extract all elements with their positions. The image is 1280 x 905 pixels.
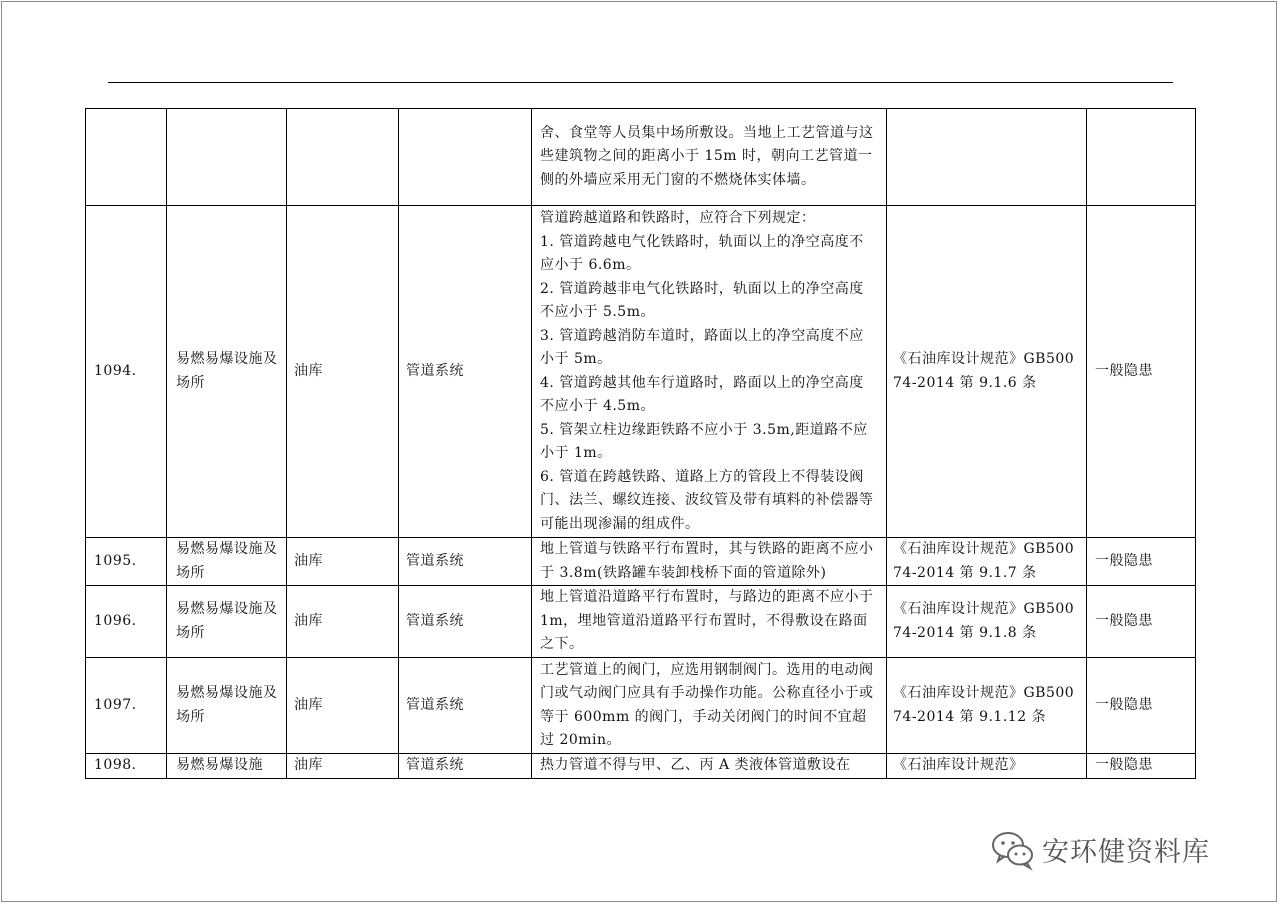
header-rule	[108, 82, 1173, 83]
row-level: 一般隐患	[1087, 754, 1196, 779]
row-category: 易燃易爆设施及场所	[167, 658, 287, 754]
table-row	[86, 109, 1196, 206]
row-category: 易燃易爆设施及场所	[167, 206, 287, 538]
row-level: 一般隐患	[1087, 586, 1196, 658]
table-row	[86, 586, 1196, 658]
row-level: 一般隐患	[1087, 206, 1196, 538]
row-description: 工艺管道上的阀门，应选用钢制阀门。选用的电动阀门或气动阀门应具有手动操作功能。公称直径小于或等于 600mm 的阀门，手动关闭阀门的时间不宜超过 20min。	[532, 658, 887, 754]
description-line: 1. 管道跨越电气化铁路时，轨面以上的净空高度不应小于 6.6m。	[540, 233, 864, 273]
table-row	[86, 658, 1196, 754]
row-subcategory: 油库	[287, 658, 399, 754]
description-line: 2. 管道跨越非电气化铁路时，轨面以上的净空高度不应小于 5.5m。	[540, 280, 864, 320]
watermark	[990, 826, 1210, 872]
row-level: 一般隐患	[1087, 658, 1196, 754]
row-description: 热力管道不得与甲、乙、丙 A 类液体管道敷设在	[532, 754, 887, 779]
row-description: 舍、食堂等人员集中场所敷设。当地上工艺管道与这些建筑物之间的距离小于 15m 时，朝向工艺管道一侧的外墙应采用无门窗的不燃烧体实体墙。	[532, 109, 887, 206]
row-system: 管道系统	[399, 586, 532, 658]
row-description: 地上管道与铁路平行布置时，其与铁路的距离不应小于 3.8m(铁路罐车装卸栈桥下面的管道除外)	[532, 538, 887, 586]
row-basis: 《石油库设计规范》GB50074-2014 第 9.1.8 条	[887, 586, 1087, 658]
row-category	[167, 109, 287, 206]
row-system: 管道系统	[399, 206, 532, 538]
row-system: 管道系统	[399, 658, 532, 754]
table-row	[86, 754, 1196, 779]
row-subcategory: 油库	[287, 754, 399, 779]
row-number: 1096.	[86, 586, 167, 658]
row-basis: 《石油库设计规范》GB50074-2014 第 9.1.6 条	[887, 206, 1087, 538]
row-number: 1098.	[86, 754, 167, 779]
row-category: 易燃易爆设施及场所	[167, 586, 287, 658]
row-system	[399, 109, 532, 206]
row-description	[532, 206, 887, 538]
description-line: 6. 管道在跨越铁路、道路上方的管段上不得装设阀门、法兰、螺纹连接、波纹管及带有填料的补偿器等可能出现渗漏的组成件。	[540, 468, 874, 532]
row-category: 易燃易爆设施及场所	[167, 538, 287, 586]
row-number	[86, 109, 167, 206]
row-level	[1087, 109, 1196, 206]
description-line: 4. 管道跨越其他车行道路时，路面以上的净空高度不应小于 4.5m。	[540, 374, 864, 414]
row-number: 1095.	[86, 538, 167, 586]
row-system: 管道系统	[399, 538, 532, 586]
row-basis: 《石油库设计规范》GB50074-2014 第 9.1.7 条	[887, 538, 1087, 586]
row-description: 地上管道沿道路平行布置时，与路边的距离不应小于 1m，埋地管道沿道路平行布置时，不得敷设在路面之下。	[532, 586, 887, 658]
row-subcategory: 油库	[287, 206, 399, 538]
regulation-table	[85, 108, 1196, 779]
row-subcategory: 油库	[287, 538, 399, 586]
watermark-text: 安环健资料库	[1042, 836, 1210, 868]
description-line: 5. 管架立柱边缘距铁路不应小于 3.5m,距道路不应小于 1m。	[540, 421, 868, 461]
table-row	[86, 538, 1196, 586]
row-basis	[887, 109, 1087, 206]
row-number: 1094.	[86, 206, 167, 538]
row-number: 1097.	[86, 658, 167, 754]
row-level: 一般隐患	[1087, 538, 1196, 586]
wechat-icon	[990, 826, 1036, 872]
description-line: 管道跨越道路和铁路时，应符合下列规定：	[540, 210, 816, 226]
row-subcategory: 油库	[287, 586, 399, 658]
row-basis: 《石油库设计规范》	[887, 754, 1087, 779]
table-row	[86, 206, 1196, 538]
row-system: 管道系统	[399, 754, 532, 779]
row-basis: 《石油库设计规范》GB50074-2014 第 9.1.12 条	[887, 658, 1087, 754]
description-line: 3. 管道跨越消防车道时，路面以上的净空高度不应小于 5m。	[540, 327, 864, 367]
row-subcategory	[287, 109, 399, 206]
row-category: 易燃易爆设施	[167, 754, 287, 779]
